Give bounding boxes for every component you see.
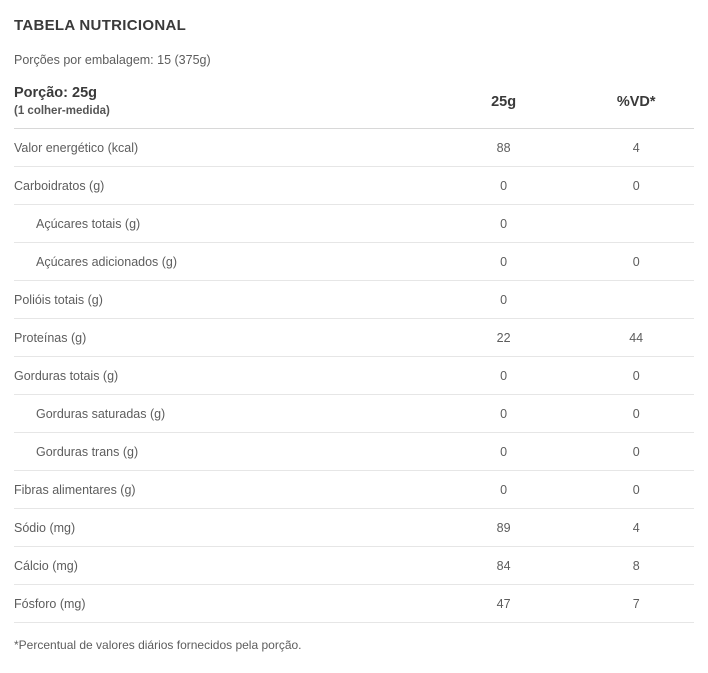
nutrient-value: 0 xyxy=(429,433,579,471)
table-row xyxy=(14,471,694,509)
nutrient-vd: 44 xyxy=(578,319,694,357)
nutrient-value: 0 xyxy=(429,357,579,395)
column-header-vd: %VD* xyxy=(578,82,694,129)
table-row xyxy=(14,395,694,433)
table-row xyxy=(14,167,694,205)
table-row xyxy=(14,433,694,471)
table-header-row xyxy=(14,82,694,129)
nutrient-value: 22 xyxy=(429,319,579,357)
table-body xyxy=(14,129,694,623)
nutrient-vd: 4 xyxy=(578,129,694,167)
nutrient-value: 89 xyxy=(429,509,579,547)
nutrient-value: 0 xyxy=(429,243,579,281)
nutrient-name: Fibras alimentares (g) xyxy=(14,471,429,509)
table-row xyxy=(14,357,694,395)
nutrient-value: 0 xyxy=(429,205,579,243)
nutrient-name: Gorduras trans (g) xyxy=(14,433,429,471)
nutrient-name: Cálcio (mg) xyxy=(14,547,429,585)
portion-sublabel: (1 colher-medida) xyxy=(14,105,110,117)
table-row xyxy=(14,509,694,547)
nutrient-value: 0 xyxy=(429,167,579,205)
nutrient-name: Carboidratos (g) xyxy=(14,167,429,205)
nutrient-name: Gorduras totais (g) xyxy=(14,357,429,395)
nutrient-vd: 0 xyxy=(578,433,694,471)
nutrient-value: 47 xyxy=(429,585,579,623)
nutrient-vd: 0 xyxy=(578,167,694,205)
nutrient-name: Fósforo (mg) xyxy=(14,585,429,623)
footnote: *Percentual de valores diários fornecidos pela porção. xyxy=(14,638,302,652)
nutrient-value: 84 xyxy=(429,547,579,585)
nutrient-name: Sódio (mg) xyxy=(14,509,429,547)
nutrient-name: Gorduras saturadas (g) xyxy=(14,395,429,433)
nutrient-vd: 4 xyxy=(578,509,694,547)
nutrient-vd: 0 xyxy=(578,243,694,281)
nutrient-name: Valor energético (kcal) xyxy=(14,129,429,167)
nutrient-vd: 0 xyxy=(578,357,694,395)
nutrient-vd xyxy=(578,281,694,319)
nutrient-name: Proteínas (g) xyxy=(14,319,429,357)
nutrient-name: Polióis totais (g) xyxy=(14,281,429,319)
table-row xyxy=(14,585,694,623)
nutrient-value: 0 xyxy=(429,471,579,509)
table-row xyxy=(14,547,694,585)
table-row xyxy=(14,281,694,319)
nutrient-vd: 0 xyxy=(578,471,694,509)
nutrition-table xyxy=(14,82,694,623)
servings-per-package: Porções por embalagem: 15 (375g) xyxy=(14,53,211,67)
nutrient-vd: 8 xyxy=(578,547,694,585)
table-row xyxy=(14,129,694,167)
nutrient-vd: 0 xyxy=(578,395,694,433)
page-title: TABELA NUTRICIONAL xyxy=(14,17,187,34)
table-row xyxy=(14,243,694,281)
table-row xyxy=(14,319,694,357)
nutrient-name: Açúcares totais (g) xyxy=(14,205,429,243)
nutrient-value: 88 xyxy=(429,129,579,167)
portion-header-cell xyxy=(14,82,429,129)
nutrient-value: 0 xyxy=(429,395,579,433)
nutrient-value: 0 xyxy=(429,281,579,319)
nutrient-vd: 7 xyxy=(578,585,694,623)
nutrient-name: Açúcares adicionados (g) xyxy=(14,243,429,281)
portion-label: Porção: 25g xyxy=(14,85,97,101)
nutrient-vd xyxy=(578,205,694,243)
column-header-value: 25g xyxy=(429,82,579,129)
table-row xyxy=(14,205,694,243)
